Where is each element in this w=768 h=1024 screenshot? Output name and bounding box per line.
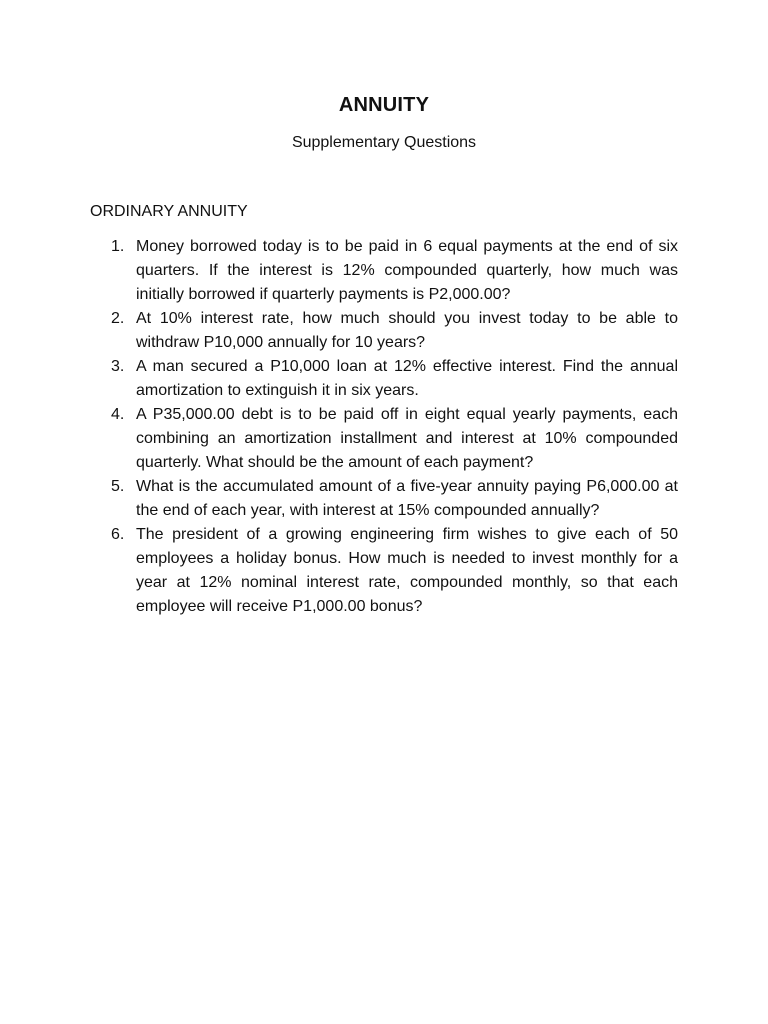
question-item — [90, 235, 678, 307]
document-title: ANNUITY — [338, 94, 430, 116]
question-number: 1. — [111, 238, 125, 255]
question-item — [90, 475, 678, 523]
question-text: The president of a growing engineering firm wishes to give each of 50 employees a holiday bonus. How much is needed to invest monthly for a year at 12% nominal interest rate, compounded monthly, so that each employee will receive P1,000.00 bonus? — [136, 526, 678, 615]
question-text: A man secured a P10,000 loan at 12% effective interest. Find the annual amortization to extinguish it in six years. — [136, 358, 678, 399]
question-item — [90, 355, 678, 403]
document-subtitle: Supplementary Questions — [291, 134, 477, 151]
question-number: 3. — [111, 358, 125, 375]
question-item — [90, 307, 678, 355]
question-text: Money borrowed today is to be paid in 6 equal payments at the end of six quarters. If the interest is 12% compounded quarterly, how much was initially borrowed if quarterly payments is P2,000.00? — [136, 238, 678, 303]
question-text: What is the accumulated amount of a five-year annuity paying P6,000.00 at the end of each year, with interest at 15% compounded annually? — [136, 478, 678, 519]
question-text: A P35,000.00 debt is to be paid off in eight equal yearly payments, each combining an amortization installment and interest at 10% compounded quarterly. What should be the amount of each payment? — [136, 406, 678, 471]
question-number: 5. — [111, 478, 125, 495]
question-text: At 10% interest rate, how much should you invest today to be able to withdraw P10,000 annually for 10 years? — [136, 310, 678, 351]
question-item — [90, 523, 678, 619]
question-number: 2. — [111, 310, 125, 327]
question-number: 6. — [111, 526, 125, 543]
question-item — [90, 403, 678, 475]
section-heading: ORDINARY ANNUITY — [90, 203, 248, 220]
question-number: 4. — [111, 406, 125, 423]
question-list — [90, 235, 678, 619]
